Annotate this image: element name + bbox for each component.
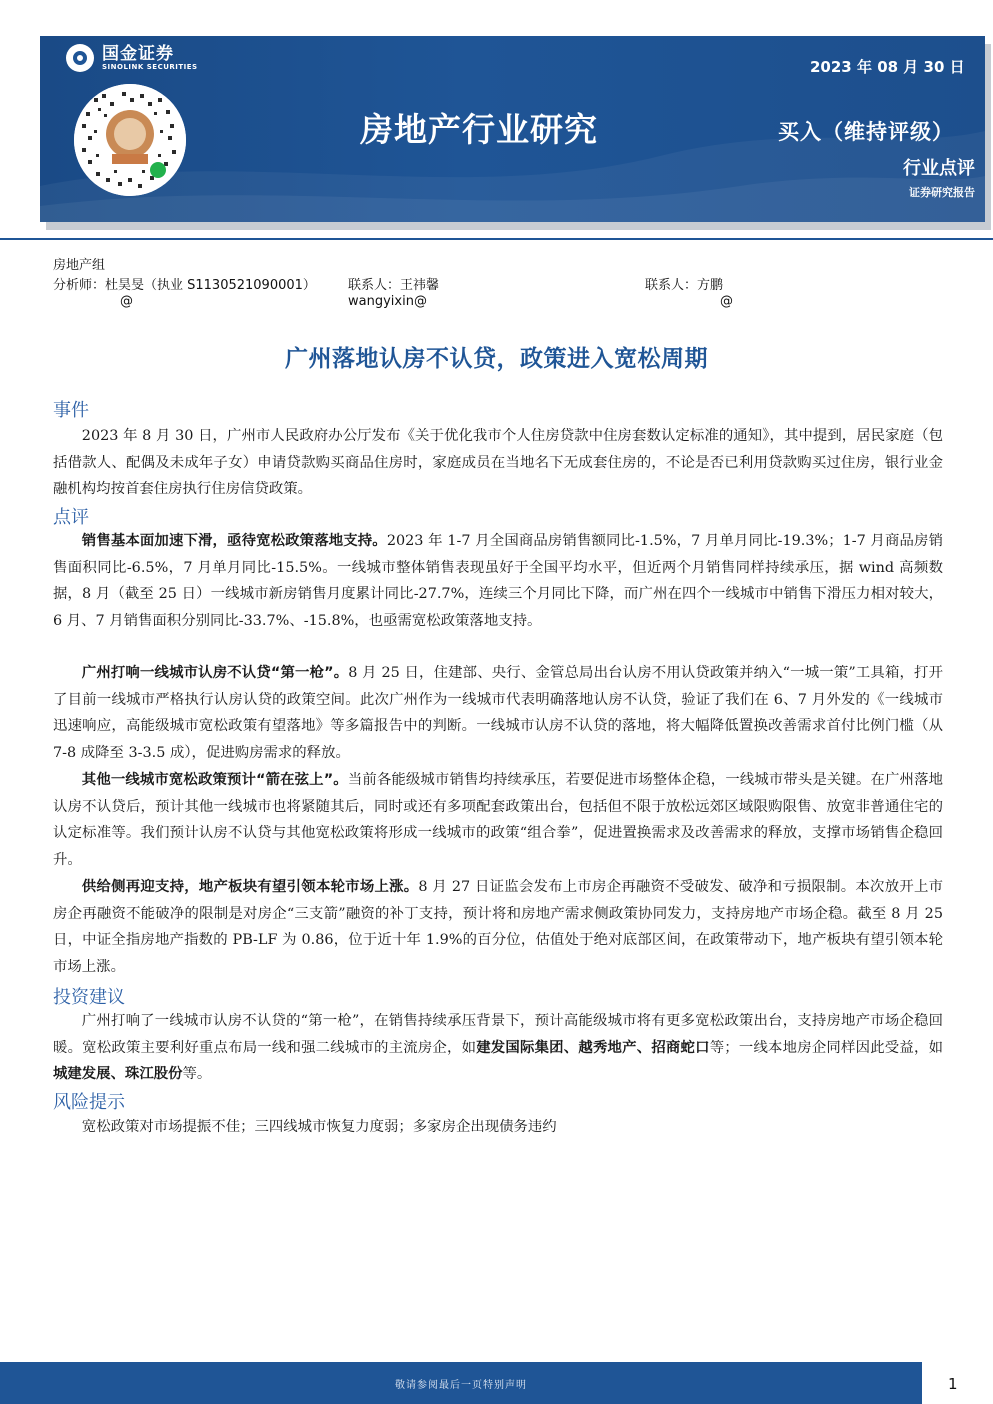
comment-3-lead: 其他一线城市宽松政策预计“箭在弦上”。 bbox=[81, 772, 348, 788]
qr-code-icon bbox=[74, 84, 186, 196]
comment-1-lead: 销售基本面加速下滑，亟待宽松政策落地支持。 bbox=[81, 533, 387, 549]
comment-2-body: 8 月 25 日，住建部、央行、金管总局出台认房不用认贷政策并纳入“一城一策”工具箱，打开了目前一线城市严格执行认房认贷的政策空间。此次广州作为一线城市代表明确落地认房不认贷，验证了我们在 6、7 月外发的《一线城市迅速响应，高能级城市宽松政策有望落地》等多篇报告中的判断。一线城市认房不认贷的落地，将大幅降低置换改善需求首付比例门槛（从 7-8 成降至 3-3.5 成），促进购房需求的释放。 bbox=[53, 665, 943, 761]
report-type: 行业点评 bbox=[903, 158, 975, 179]
logo-mark-icon bbox=[66, 44, 94, 72]
industry-title: 房地产行业研究 bbox=[360, 110, 598, 149]
footer-disclaimer[interactable]: 敬请参阅最后一页特别声明 bbox=[395, 1380, 527, 1391]
contact-2: 联系人：方鹏 bbox=[645, 278, 724, 293]
comment-paragraph-1 bbox=[53, 528, 943, 634]
contact-2-email[interactable]: @ bbox=[720, 294, 733, 309]
header-divider bbox=[0, 238, 993, 240]
section-heading-comment: 点评 bbox=[53, 507, 89, 528]
comment-paragraph-4 bbox=[53, 874, 943, 980]
report-kind: 证券研究报告 bbox=[909, 186, 975, 199]
advice-picks-2: 城建发展、珠江股份 bbox=[53, 1066, 183, 1083]
qr-code-image bbox=[74, 84, 186, 196]
contact-1-email[interactable]: wangyixin@ bbox=[348, 294, 427, 309]
section-heading-event: 事件 bbox=[53, 400, 89, 421]
event-paragraph: 2023 年 8 月 30 日，广州市人民政府办公厅发布《关于优化我市个人住房贷款中住房套数认定标准的通知》，其中提到，居民家庭（包括借款人、配偶及未成年子女）申请贷款购买商品住房时，家庭成员在当地名下无成套住房的，不论是否已利用贷款购买过住房，银行业金融机构均按首套住房执行住房信贷政策。 bbox=[53, 428, 943, 498]
risk-paragraph: 宽松政策对市场提振不佳；三四线城市恢复力度弱；多家房企出现债务违约 bbox=[81, 1119, 557, 1135]
advice-text-1: 广州打响了一线城市认房不认贷的“第一枪”，在销售持续承压背景下，预计高能级城市将有更多宽松政策出台，支持房地产市场企稳回暖。宽松政策主要利好重点布局一线和强二线城市的主流房企，如 bbox=[53, 1013, 943, 1056]
comment-paragraph-2 bbox=[53, 660, 943, 766]
advice-picks-1: 建发国际集团、越秀地产、招商蛇口 bbox=[476, 1039, 710, 1056]
advice-text-2: 等；一线本地房企同样因此受益，如 bbox=[709, 1039, 943, 1056]
comment-2-lead: 广州打响一线城市认房不认贷“第一枪”。 bbox=[81, 665, 349, 681]
comment-paragraph-3 bbox=[53, 767, 943, 873]
logo-name-cn: 国金证券 bbox=[102, 43, 174, 64]
logo-name-en: SINOLINK SECURITIES bbox=[102, 62, 198, 71]
company-logo bbox=[66, 44, 198, 72]
contact-1: 联系人：王祎馨 bbox=[348, 278, 440, 293]
comment-4-body: 8 月 27 日证监会发布上市房企再融资不受破发、破净和亏损限制。本次放开上市房企再融资不能破净的限制是对房企“三支箭”融资的补丁支持，预计将和房地产需求侧政策协同发力，支持房地产市场企稳。截至 8 月 25 日，中证全指房地产指数的 PB-LF 为 0.86，位于近十年 1.9%的百分位，估值处于绝对底部区间，在政策带动下，地产板块有望引领本轮市场上涨。 bbox=[53, 879, 943, 975]
advice-paragraph bbox=[53, 1008, 943, 1088]
report-date: 2023 年 08 月 30 日 bbox=[810, 58, 965, 76]
comment-1-body: 2023 年 1-7 月全国商品房销售额同比-1.5%，7 月单月同比-19.3%；1-7 月商品房销售面积同比-6.5%，7 月单月同比-15.5%。一线城市整体销售表现虽好于全国平均水平，但近两个月销售同样持续承压，据 wind 高频数据，8 月（截至 25 日）一线城市新房销售月度累计同比-27.7%，连续三个月同比下降，而广州在四个一线城市中销售下滑压力相对较大，6 月、7 月销售面积分别同比-33.7%、-15.8%，也亟需宽松政策落地支持。 bbox=[53, 533, 943, 629]
comment-3-body: 当前各能级城市销售均持续承压，若要促进市场整体企稳，一线城市带头是关键。在广州落地认房不认贷后，预计其他一线城市也将紧随其后，同时或还有多项配套政策出台，包括但不限于放松远郊区域限购限售、放宽非普通住宅的认定标准等。我们预计认房不认贷与其他宽松政策将形成一线城市的政策“组合拳”，促进置换需求及改善需求的释放，支撑市场销售企稳回升。 bbox=[53, 772, 943, 868]
report-title: 广州落地认房不认贷，政策进入宽松周期 bbox=[285, 346, 708, 372]
section-heading-advice: 投资建议 bbox=[53, 987, 125, 1008]
advice-text-3: 等。 bbox=[182, 1066, 212, 1083]
analyst-email[interactable]: @ bbox=[120, 294, 133, 309]
analyst-info: 分析师：杜昊旻（执业 S1130521090001） bbox=[53, 278, 316, 293]
research-group: 房地产组 bbox=[53, 258, 106, 273]
rating-badge: 买入（维持评级） bbox=[778, 120, 954, 144]
page-number: 1 bbox=[948, 1375, 958, 1393]
section-heading-risk: 风险提示 bbox=[53, 1092, 125, 1113]
comment-4-lead: 供给侧再迎支持，地产板块有望引领本轮市场上涨。 bbox=[81, 879, 419, 895]
